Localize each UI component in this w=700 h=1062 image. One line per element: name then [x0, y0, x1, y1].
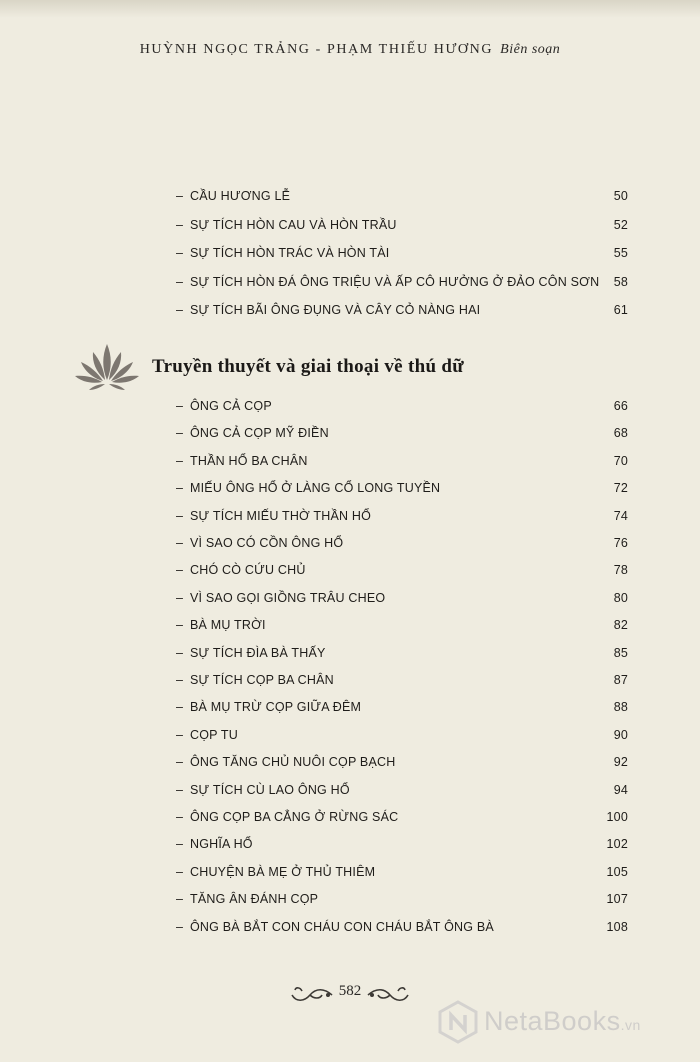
toc-entry-page: 107	[606, 892, 628, 907]
toc-entry-title: ÔNG BÀ BẮT CON CHÁU CON CHÁU BẮT ÔNG BÀ	[190, 919, 494, 934]
toc-entry	[176, 809, 628, 825]
toc-entry-dash: –	[176, 673, 184, 687]
toc-entry	[176, 645, 628, 661]
netabooks-logo-icon	[436, 1000, 480, 1044]
toc-entry-dash: –	[176, 399, 184, 413]
toc-entry	[176, 782, 628, 798]
toc-entry-dash: –	[176, 217, 184, 232]
toc-entry-page: 55	[613, 246, 628, 260]
toc-entry-title: ÔNG CẢ CỌP MỸ ĐIỀN	[190, 426, 329, 441]
toc-entry-page: 92	[613, 755, 628, 770]
toc-entry-title: CHÓ CÒ CỨU CHỦ	[190, 563, 306, 578]
toc-entry-page: 100	[606, 810, 628, 824]
toc-entry-dash: –	[176, 864, 184, 879]
watermark-tld: .vn	[620, 1017, 641, 1033]
toc-entry-title: ÔNG TĂNG CHỦ NUÔI CỌP BẠCH	[190, 755, 396, 770]
toc-entry-title: SỰ TÍCH CÙ LAO ÔNG HỔ	[190, 782, 350, 797]
toc-entry-title: SỰ TÍCH HÒN ĐÁ ÔNG TRIỆU VÀ ẤP CÔ HƯỞNG Ở ĐẢO CÔN SƠN	[190, 274, 600, 289]
toc-entry-dash: –	[176, 837, 184, 852]
toc-entry-title: SỰ TÍCH HÒN TRÁC VÀ HÒN TÀI	[190, 246, 390, 260]
toc-entry	[176, 535, 628, 551]
page-top-shadow	[0, 0, 700, 18]
running-header	[0, 42, 700, 58]
toc-entry	[176, 562, 628, 578]
toc-entry-page: 85	[613, 645, 628, 660]
toc-entry-page: 66	[613, 399, 628, 413]
toc-entry	[176, 919, 628, 935]
toc-entry-page: 61	[613, 303, 628, 317]
toc-entry-title: NGHĨA HỔ	[190, 837, 253, 852]
toc-entry	[176, 453, 628, 469]
toc-entry-page: 74	[613, 508, 628, 523]
toc-entry-dash: –	[176, 508, 184, 523]
toc-entry-page: 50	[613, 189, 628, 203]
toc-entry	[176, 188, 628, 204]
right-flourish-icon	[366, 984, 410, 1006]
toc-entry	[176, 754, 628, 770]
toc-entry-page: 58	[613, 274, 628, 289]
toc-entry-dash: –	[176, 590, 184, 605]
toc-entry	[176, 617, 628, 633]
lotus-ornament-icon	[72, 340, 142, 392]
toc-entry-dash: –	[176, 189, 184, 203]
toc-entry-title: SỰ TÍCH BÃI ÔNG ĐỤNG VÀ CÂY CỎ NÀNG HAI	[190, 303, 481, 317]
toc-entry-dash: –	[176, 481, 184, 496]
toc-entry-page: 80	[613, 590, 628, 605]
toc-entry-page: 70	[613, 453, 628, 468]
toc-entry-title: MIẾU ÔNG HỔ Ở LÀNG CỔ LONG TUYỀN	[190, 481, 441, 496]
toc-entry-page: 72	[613, 481, 628, 496]
toc-entry-page: 82	[613, 618, 628, 633]
toc-entry-dash: –	[176, 274, 184, 289]
toc-entry-page: 102	[606, 837, 628, 852]
toc-entry-page: 68	[613, 426, 628, 441]
toc-entry-title: SỰ TÍCH CỌP BA CHÂN	[190, 673, 334, 687]
toc-entry	[176, 727, 628, 743]
toc-entry	[176, 217, 628, 233]
header-role: Biên soạn	[500, 42, 561, 57]
toc-entry-page: 105	[606, 864, 628, 879]
toc-entry-title: CỌP TU	[190, 727, 238, 742]
section-heading	[72, 340, 632, 392]
toc-entry-title: VÌ SAO CÓ CỒN ÔNG HỔ	[190, 536, 344, 550]
toc-entry	[176, 699, 628, 715]
toc-entry-page: 52	[613, 217, 628, 232]
toc-entry-title: BÀ MỤ TRỜI	[190, 618, 266, 633]
toc-entry	[176, 398, 628, 414]
toc-entry	[176, 864, 628, 880]
toc-entry-dash: –	[176, 246, 184, 260]
toc-entry-dash: –	[176, 536, 184, 550]
toc-entry	[176, 590, 628, 606]
toc-entry-title: ÔNG CẢ CỌP	[190, 399, 272, 413]
netabooks-watermark	[436, 1000, 696, 1046]
toc-entry-dash: –	[176, 700, 184, 715]
toc-entry-dash: –	[176, 755, 184, 770]
toc-entry	[176, 245, 628, 261]
toc-entry-title: THẦN HỔ BA CHÂN	[190, 453, 308, 468]
toc-entry-title: SỰ TÍCH ĐÌA BÀ THẤY	[190, 645, 326, 660]
toc-entry-dash: –	[176, 453, 184, 468]
toc-entry-title: CẦU HƯƠNG LỄ	[190, 189, 291, 203]
toc-entry-dash: –	[176, 303, 184, 317]
toc-entry-dash: –	[176, 810, 184, 824]
toc-entry-title: SỰ TÍCH HÒN CAU VÀ HÒN TRẦU	[190, 217, 397, 232]
section-title: Truyền thuyết và giai thoại về thú dữ	[152, 356, 464, 377]
toc-entry-page: 88	[613, 700, 628, 715]
toc-entry-page: 78	[613, 563, 628, 578]
toc-entry	[176, 891, 628, 907]
toc-entry-title: ÔNG CỌP BA CẲNG Ở RỪNG SÁC	[190, 810, 399, 824]
toc-entry	[176, 480, 628, 496]
toc-entry-title: SỰ TÍCH MIẾU THỜ THẦN HỔ	[190, 508, 372, 523]
toc-entry-page: 94	[613, 782, 628, 797]
toc-entry	[176, 508, 628, 524]
toc-entry-title: CHUYỆN BÀ MẸ Ở THỦ THIÊM	[190, 864, 376, 879]
toc-entry-dash: –	[176, 426, 184, 441]
toc-entry-page: 76	[613, 536, 628, 550]
toc-entry	[176, 672, 628, 688]
toc-entry-dash: –	[176, 782, 184, 797]
toc-entry	[176, 425, 628, 441]
page-number: 582	[338, 983, 362, 999]
toc-entry	[176, 302, 628, 318]
toc-entry-dash: –	[176, 563, 184, 578]
toc-entry	[176, 274, 628, 290]
toc-entry-title: BÀ MỤ TRỪ CỌP GIỮA ĐÊM	[190, 700, 362, 715]
toc-entry	[176, 836, 628, 852]
toc-entry-title: TĂNG ÂN ĐÁNH CỌP	[190, 892, 319, 907]
toc-entry-dash: –	[176, 919, 184, 934]
header-authors: HUỲNH NGỌC TRẢNG - PHẠM THIẾU HƯƠNG	[139, 42, 494, 57]
toc-entry-page: 108	[606, 919, 628, 934]
toc-entry-dash: –	[176, 618, 184, 633]
toc-entry-title: VÌ SAO GỌI GIỒNG TRÂU CHEO	[190, 590, 386, 605]
watermark-brand: NetaBooks	[484, 1006, 621, 1036]
toc-entry-page: 90	[613, 727, 628, 742]
toc-entry-page: 87	[613, 673, 628, 687]
toc-entry-dash: –	[176, 892, 184, 907]
toc-entry-dash: –	[176, 727, 184, 742]
toc-entry-dash: –	[176, 645, 184, 660]
